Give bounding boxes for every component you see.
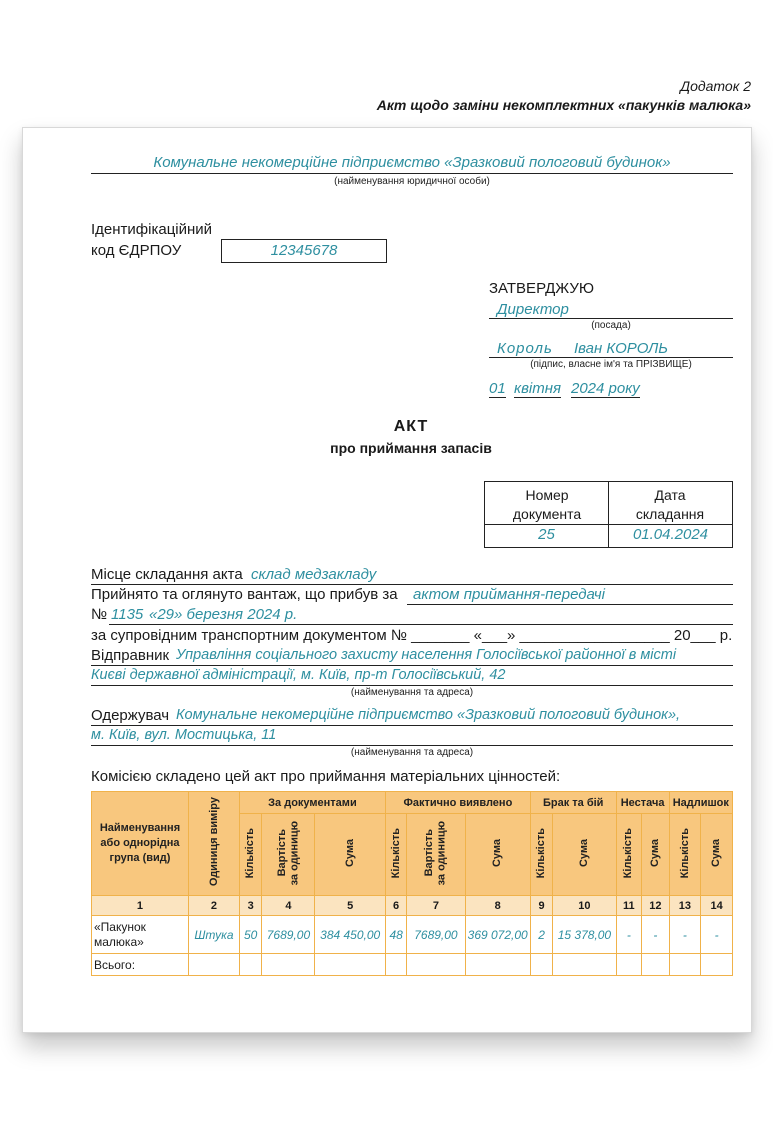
row-doc-sum: 384 450,00 — [315, 916, 385, 954]
position-caption: (посада) — [591, 320, 631, 331]
th-doc-qty: Кількість — [239, 814, 261, 896]
signature: Король — [497, 340, 553, 357]
col-number: 10 — [553, 896, 616, 916]
org-name: Комунальне некомерційне підприємство «Зразковий пологовий будинок» — [153, 154, 671, 171]
row-def-qty: 2 — [530, 916, 552, 954]
receiver-caption: (найменування та адреса) — [350, 747, 474, 758]
receiver-line-1 — [91, 707, 733, 726]
edrpou-label-2: код ЄДРПОУ — [91, 242, 182, 259]
org-name-line — [91, 154, 733, 174]
position-value: Директор — [497, 301, 569, 318]
row-act-sum: 369 072,00 — [465, 916, 530, 954]
row-unit: Штука — [188, 916, 239, 954]
col-number: 4 — [262, 896, 315, 916]
row-sur-sum: - — [701, 916, 733, 954]
number-date: «29» березня 2024 р. — [149, 606, 298, 623]
th-act-price: Вартість за одиницю — [407, 814, 465, 896]
th-sur-sum: Сума — [701, 814, 733, 896]
edrpou-label-1: Ідентифікаційний — [91, 221, 213, 238]
total-row — [92, 954, 733, 976]
row-short-qty: - — [616, 916, 642, 954]
column-numbers-row — [92, 896, 733, 916]
approval-title: ЗАТВЕРДЖУЮ — [489, 280, 595, 297]
sender-label: Відправник — [91, 647, 170, 664]
place-line — [91, 566, 733, 585]
th-actual: Фактично виявлено — [385, 792, 530, 814]
appendix-title: Акт щодо заміни некомплектних «пакунків малюка» — [376, 97, 751, 113]
approval-year: 2024 року — [571, 380, 640, 397]
col-number: 8 — [465, 896, 530, 916]
transport-line: за супровідним транспортним документом № _______ «___» __________________ 20___ р. — [91, 627, 733, 644]
th-short-sum: Сума — [642, 814, 670, 896]
th-unit: Одиниця виміру — [188, 792, 239, 896]
receiver-value-2: м. Київ, вул. Мостицька, 11 — [91, 727, 277, 743]
th-docs: За документами — [239, 792, 385, 814]
number-line — [91, 606, 733, 625]
th-defect: Брак та бій — [530, 792, 616, 814]
col-number: 12 — [642, 896, 670, 916]
th-surplus: Надлишок — [669, 792, 732, 814]
th-def-qty: Кількість — [530, 814, 552, 896]
doc-date-header: Дата складання — [635, 487, 705, 522]
sender-value-2: Києві державної адміністрації, м. Київ, пр-т Голосіївський, 42 — [91, 667, 506, 683]
row-act-price: 7689,00 — [407, 916, 465, 954]
received-value: актом приймання-передачі — [413, 586, 605, 603]
col-number: 11 — [616, 896, 642, 916]
received-line — [91, 586, 733, 605]
col-number: 2 — [188, 896, 239, 916]
edrpou-value: 12345678 — [270, 242, 338, 259]
row-doc-qty: 50 — [239, 916, 261, 954]
th-sur-qty: Кількість — [669, 814, 701, 896]
signature-caption: (підпис, власне ім'я та ПРІЗВИЩЕ) — [530, 359, 692, 370]
col-number: 1 — [92, 896, 189, 916]
row-sur-qty: - — [669, 916, 701, 954]
sender-caption: (найменування та адреса) — [350, 687, 474, 698]
sender-line-1 — [91, 647, 733, 666]
doc-date: 01.04.2024 — [632, 526, 709, 543]
act-title: АКТ — [393, 418, 429, 435]
receiver-label: Одержувач — [91, 707, 170, 724]
col-number: 7 — [407, 896, 465, 916]
act-subtitle: про приймання запасів — [330, 440, 492, 456]
th-doc-sum: Сума — [315, 814, 385, 896]
approval-month: квітня — [514, 380, 562, 397]
row-doc-price: 7689,00 — [262, 916, 315, 954]
approval-day: 01 — [489, 380, 506, 397]
signatory-name: Іван КОРОЛЬ — [574, 340, 668, 357]
appendix-number: Додаток 2 — [680, 78, 751, 94]
number-value: 1135 — [111, 606, 144, 623]
table-row — [92, 916, 733, 954]
total-label: Всього: — [92, 954, 189, 976]
doc-box — [484, 481, 733, 548]
position-line — [489, 301, 733, 319]
th-def-sum: Сума — [553, 814, 616, 896]
doc-number: 25 — [538, 526, 555, 543]
document-sheet — [22, 127, 752, 1033]
commission-text: Комісією складено цей акт про приймання матеріальних цінностей: — [91, 768, 561, 785]
place-value: склад медзакладу — [251, 566, 377, 583]
col-number: 14 — [701, 896, 733, 916]
receiver-line-2 — [91, 727, 733, 746]
row-act-qty: 48 — [385, 916, 406, 954]
row-def-sum: 15 378,00 — [553, 916, 616, 954]
row-name: «Пакунок малюка» — [92, 916, 189, 954]
approval-date — [489, 380, 733, 400]
acceptance-table — [91, 791, 733, 976]
th-doc-price: Вартість за одиницю — [262, 814, 315, 896]
col-number: 5 — [315, 896, 385, 916]
place-label: Місце складання акта — [91, 566, 243, 583]
row-short-sum: - — [642, 916, 670, 954]
th-name: Найменування або однорідна група (вид) — [92, 792, 189, 896]
th-act-sum: Сума — [465, 814, 530, 896]
receiver-value-1: Комунальне некомерційне підприємство «Зразковий пологовий будинок», — [176, 707, 681, 723]
sender-line-2 — [91, 667, 733, 686]
signature-line — [489, 339, 733, 358]
col-number: 9 — [530, 896, 552, 916]
received-label: Прийнято та оглянуто вантаж, що прибув за — [91, 586, 398, 603]
col-number: 6 — [385, 896, 406, 916]
th-act-qty: Кількість — [385, 814, 406, 896]
org-caption: (найменування юридичної особи) — [334, 176, 490, 187]
edrpou-box — [221, 239, 387, 263]
sender-value-1: Управління соціального захисту населення Голосіївської районної в місті — [176, 647, 677, 663]
th-short: Нестача — [616, 792, 669, 814]
th-short-qty: Кількість — [616, 814, 642, 896]
doc-number-header: Номер документа — [512, 487, 582, 522]
col-number: 13 — [669, 896, 701, 916]
number-label: № — [91, 606, 108, 623]
col-number: 3 — [239, 896, 261, 916]
